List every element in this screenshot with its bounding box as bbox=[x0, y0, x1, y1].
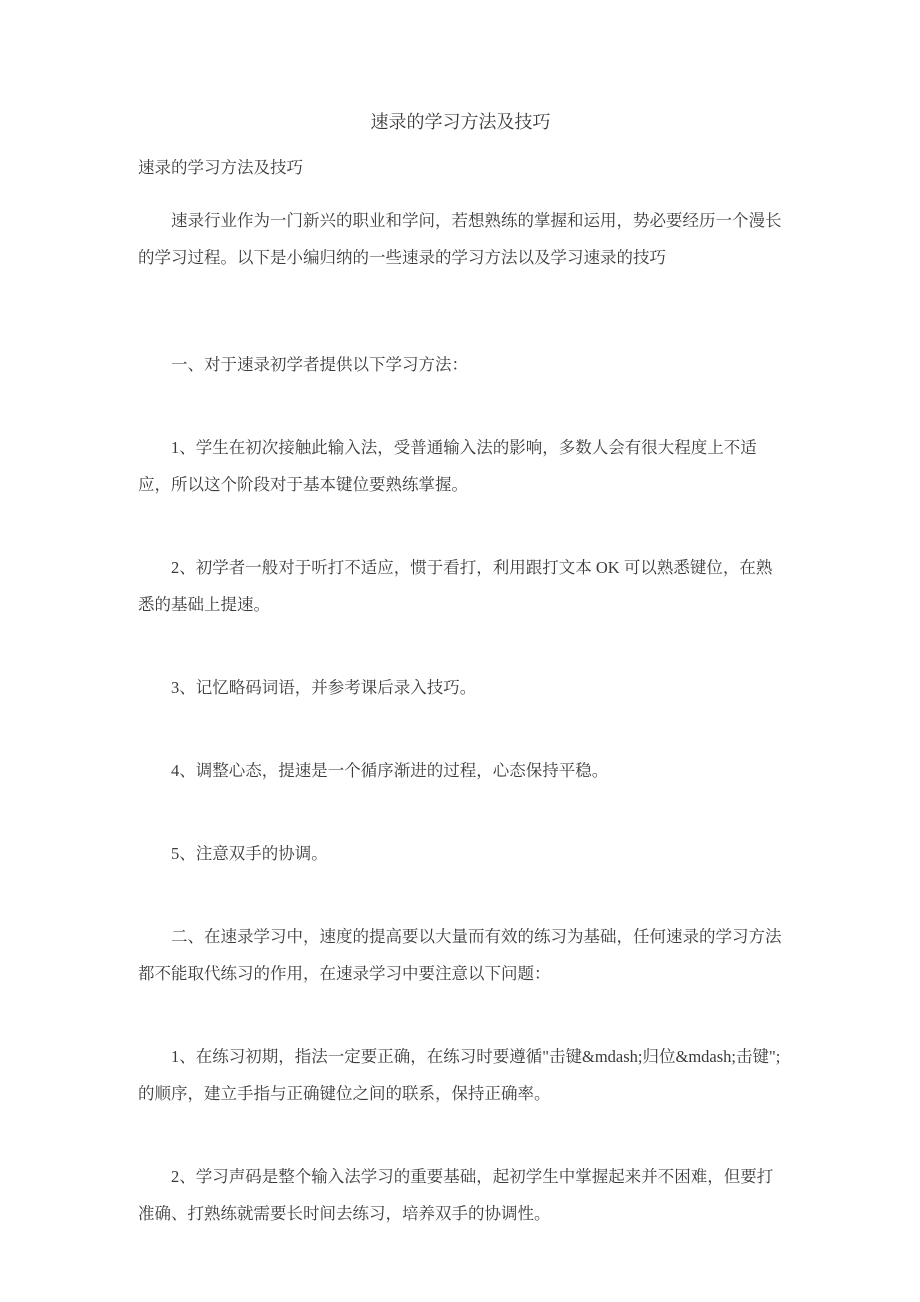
paragraph-intro: 速录行业作为一门新兴的职业和学问，若想熟练的掌握和运用，势必要经历一个漫长的学习过程。以下是小编归纳的一些速录的学习方法以及学习速录的技巧 bbox=[138, 211, 782, 267]
section-1-item-3: 3、记忆略码词语，并参考课后录入技巧。 bbox=[171, 678, 477, 697]
section-1-item-5: 5、注意双手的协调。 bbox=[171, 844, 328, 863]
section-1-item-4: 4、调整心态，提速是一个循序渐进的过程，心态保持平稳。 bbox=[171, 761, 609, 780]
section-2-item-2: 2、学习声码是整个输入法学习的重要基础，起初学生中掌握起来并不困难，但要打准确、打熟练就需要长时间去练习，培养双手的协调性。 bbox=[138, 1167, 774, 1223]
section-1-item-2: 2、初学者一般对于听打不适应，惯于看打，利用跟打文本 OK 可以熟悉键位，在熟悉的基础上提速。 bbox=[138, 558, 773, 614]
section-1-item-1: 1、学生在初次接触此输入法，受普通输入法的影响，多数人会有很大程度上不适应，所以这个阶段对于基本键位要熟练掌握。 bbox=[138, 438, 757, 494]
document-subtitle: 速录的学习方法及技巧 bbox=[138, 158, 303, 177]
section-2-item-1: 1、在练习初期，指法一定要正确，在练习时要遵循"击键&mdash;归位&mdash;击键";的顺序，建立手指与正确键位之间的联系，保持正确率。 bbox=[138, 1047, 781, 1103]
document-title: 速录的学习方法及技巧 bbox=[370, 112, 551, 132]
section-2-heading: 二、在速录学习中，速度的提高要以大量而有效的练习为基础，任何速录的学习方法都不能取代练习的作用，在速录学习中要注意以下问题： bbox=[138, 927, 782, 983]
section-1-heading: 一、对于速录初学者提供以下学习方法： bbox=[171, 355, 468, 374]
